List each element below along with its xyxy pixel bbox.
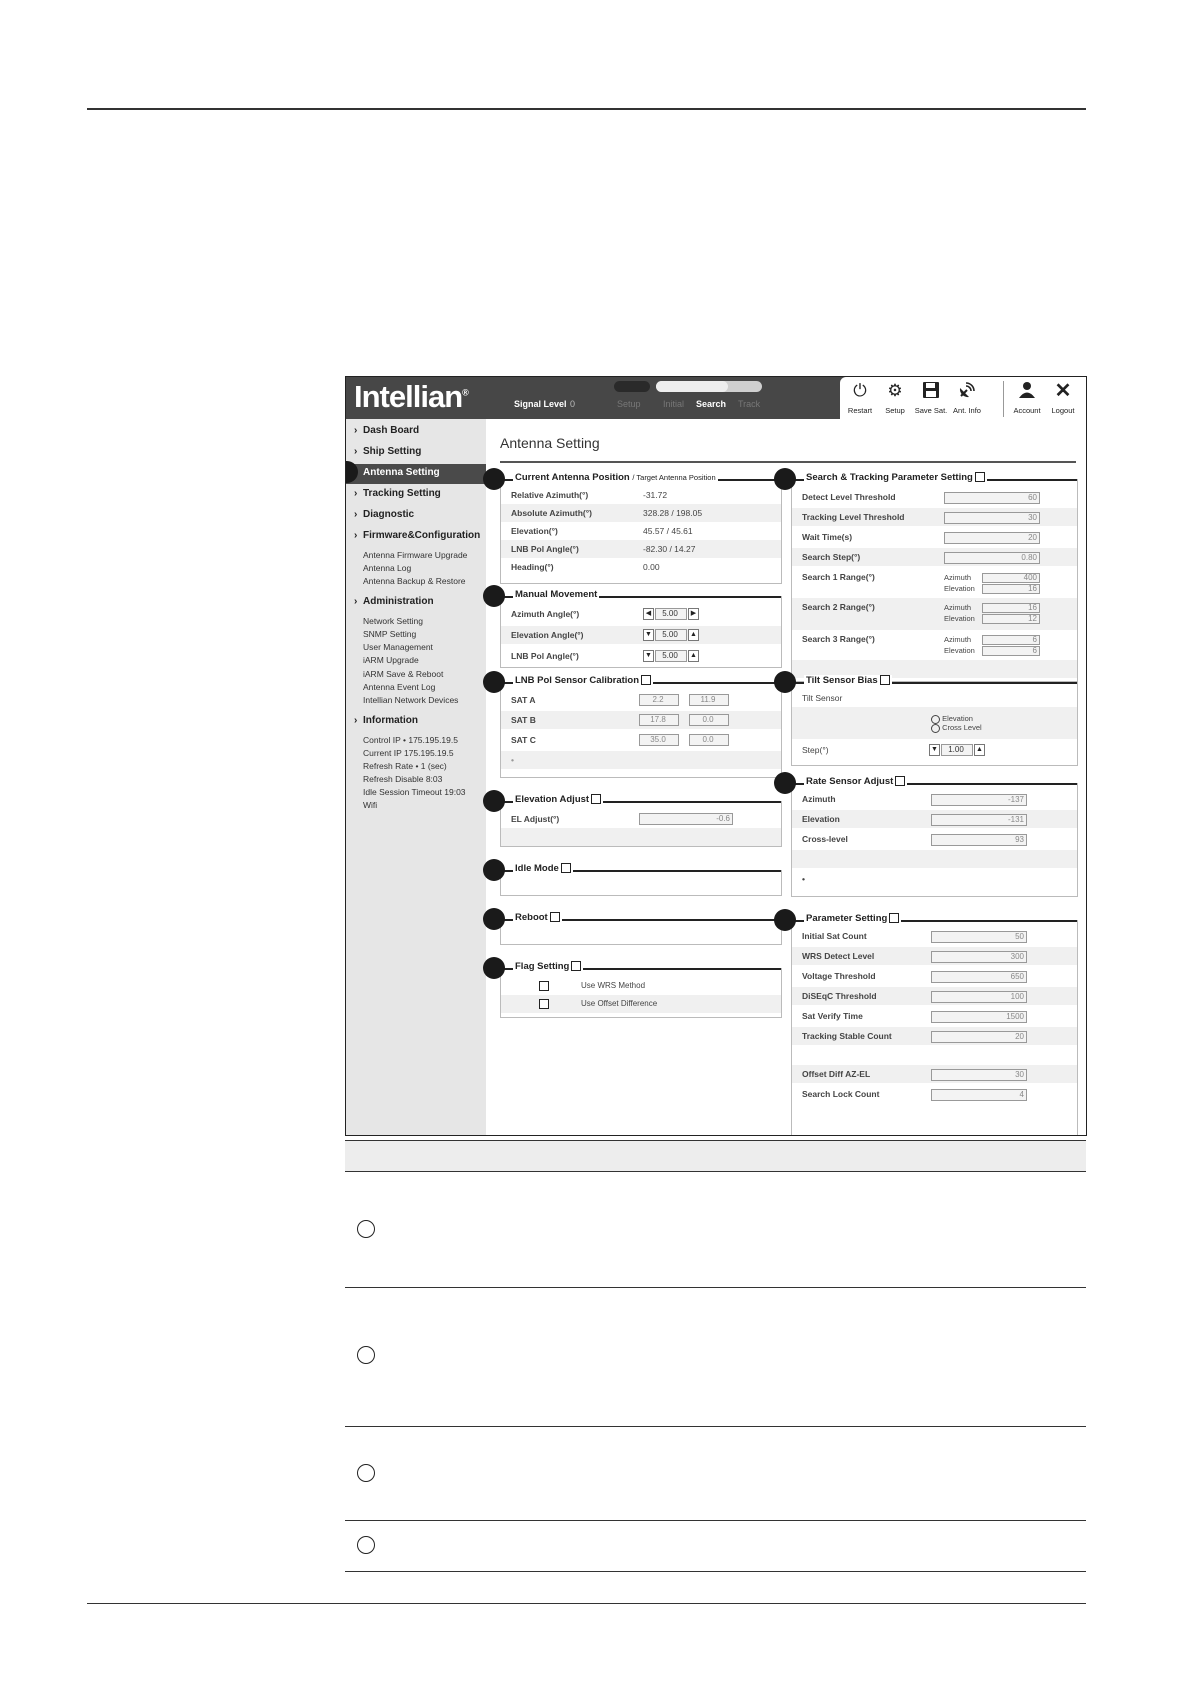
bullet-dot: • bbox=[511, 755, 514, 765]
ant-info-button[interactable]: Ant. Info bbox=[949, 377, 985, 419]
mode-initial: Initial bbox=[663, 399, 685, 409]
table-row bbox=[345, 1427, 1086, 1521]
param-input[interactable]: 100 bbox=[931, 991, 1027, 1003]
info-line: Idle Session Timeout 19:03 bbox=[363, 787, 466, 797]
decrement-button[interactable]: ▼ bbox=[643, 650, 654, 662]
antenna-setting-screenshot bbox=[345, 376, 1087, 1136]
current-position-panel: Current Antenna Position / Target Antenna Position Relative Azimuth(°) -31.72 Absolute Azimuth(°) 328.28 / 198.05 Elevation(°) 45.57 / 45.61 LNB Pol Angle(°) -82.30 / 14.27 Heading(°) 0.00 bbox=[500, 479, 782, 584]
panel-title: LNB Pol Sensor Calibration bbox=[513, 675, 653, 686]
range-azimuth-input[interactable]: 16 bbox=[982, 603, 1040, 613]
callout-marker bbox=[483, 468, 505, 490]
lnb-pol-angle-input[interactable]: 5.00 bbox=[655, 650, 687, 662]
panel-title: Elevation Adjust bbox=[513, 794, 603, 805]
toolbar bbox=[840, 377, 1086, 419]
radio-elevation[interactable]: Elevation bbox=[931, 714, 973, 724]
info-line: Wifi bbox=[363, 800, 378, 810]
sidebar-subitem[interactable]: Antenna Log bbox=[363, 563, 412, 573]
checkbox[interactable] bbox=[880, 675, 890, 685]
info-line: Current IP 175.195.19.5 bbox=[363, 748, 454, 758]
callout-marker bbox=[483, 790, 505, 812]
signal-level-label: Signal Level bbox=[514, 399, 567, 409]
idle-mode-panel bbox=[500, 863, 782, 896]
panel-title: Idle Mode bbox=[513, 863, 573, 874]
param-input[interactable]: 650 bbox=[931, 971, 1027, 983]
calibration-input[interactable]: 0.0 bbox=[689, 714, 729, 726]
panel-title: Rate Sensor Adjust bbox=[804, 776, 907, 787]
page-title: Antenna Setting bbox=[500, 435, 600, 451]
sidebar-item-firmware[interactable]: › Firmware&Configuration bbox=[354, 530, 481, 541]
range-elevation-input[interactable]: 12 bbox=[982, 614, 1040, 624]
table-row bbox=[345, 1288, 1086, 1427]
use-offset-checkbox[interactable] bbox=[539, 999, 549, 1009]
sidebar-subitem[interactable]: User Management bbox=[363, 642, 433, 652]
calibration-input[interactable]: 17.8 bbox=[639, 714, 679, 726]
sidebar-item-antenna-setting[interactable]: Antenna Setting bbox=[363, 467, 440, 478]
rate-elevation-input[interactable]: -131 bbox=[931, 814, 1027, 826]
rate-azimuth-input[interactable]: -137 bbox=[931, 794, 1027, 806]
mode-search: Search bbox=[696, 399, 727, 409]
rate-sensor-panel: Rate Sensor Adjust Azimuth -137 Elevation -131 Cross-level 93 • bbox=[791, 783, 1078, 897]
mode-indicator-setup bbox=[614, 381, 650, 392]
setup-button[interactable]: ⚙ Setup bbox=[885, 381, 905, 415]
checkbox[interactable] bbox=[550, 912, 560, 922]
manual-movement-panel: Manual Movement Azimuth Angle(°) ◀ 5.00 ▶ Elevation Angle(°) ▼ 5.00 ▲ LNB Pol Angle(°) ▼ 5.00 ▲ bbox=[500, 596, 782, 668]
lnb-calibration-panel: LNB Pol Sensor Calibration SAT A 2.2 11.9 SAT B 17.8 0.0 SAT C 35.0 0.0 • bbox=[500, 682, 782, 778]
sidebar-subitem[interactable]: Antenna Event Log bbox=[363, 682, 436, 692]
panel-title: Current Antenna Position / Target Antenna Position bbox=[515, 472, 716, 483]
info-line: Refresh Rate • 1 (sec) bbox=[363, 761, 447, 771]
close-icon: ✕ bbox=[1054, 380, 1072, 402]
tilt-sensor-panel: Tilt Sensor Bias Tilt Sensor Elevation Cross Level Step(°) ▼ 1.00 ▲ bbox=[791, 682, 1078, 766]
account-button[interactable]: Account bbox=[1009, 377, 1045, 419]
title-underline bbox=[500, 461, 1076, 463]
callout-marker bbox=[483, 957, 505, 979]
gear-icon: ⚙ bbox=[887, 381, 903, 400]
sidebar-subitem[interactable]: iARM Upgrade bbox=[363, 655, 419, 665]
callout-marker bbox=[774, 909, 796, 931]
callout-marker bbox=[483, 908, 505, 930]
increment-button[interactable]: ▶ bbox=[688, 608, 699, 620]
increment-button[interactable]: ▲ bbox=[688, 650, 699, 662]
satellite-dish-icon bbox=[957, 381, 977, 401]
sidebar-subitem[interactable]: Intellian Network Devices bbox=[363, 695, 459, 705]
number-circle-icon bbox=[357, 1464, 375, 1482]
floppy-disk-icon bbox=[921, 381, 941, 401]
table-row bbox=[345, 1171, 1086, 1288]
panel-title: Manual Movement bbox=[515, 589, 598, 600]
wait-time-input[interactable]: 20 bbox=[944, 532, 1040, 544]
checkbox[interactable] bbox=[571, 961, 581, 971]
header-bar bbox=[346, 377, 1086, 419]
elevation-adjust-panel: Elevation Adjust EL Adjust(°) -0.6 bbox=[500, 801, 782, 847]
detect-level-input[interactable]: 60 bbox=[944, 492, 1040, 504]
calibration-input[interactable]: 2.2 bbox=[639, 694, 679, 706]
param-input[interactable]: 1500 bbox=[931, 1011, 1027, 1023]
logout-button[interactable]: ✕ Logout bbox=[1051, 380, 1075, 415]
callout-marker bbox=[774, 671, 796, 693]
decrement-button[interactable]: ◀ bbox=[643, 608, 654, 620]
sidebar-subitem[interactable]: SNMP Setting bbox=[363, 629, 417, 639]
sidebar-item-administration[interactable]: › Administration bbox=[354, 596, 434, 607]
calibration-input[interactable]: 11.9 bbox=[689, 694, 729, 706]
bullet-dot: • bbox=[802, 874, 805, 884]
mode-track: Track bbox=[738, 399, 761, 409]
info-line: Control IP • 175.195.19.5 bbox=[363, 735, 458, 745]
toolbar-divider bbox=[1003, 381, 1004, 417]
mode-setup: Setup bbox=[617, 399, 641, 409]
panel-title: Reboot bbox=[513, 912, 562, 923]
checkbox[interactable] bbox=[975, 472, 985, 482]
sidebar-item-dash-board[interactable]: › Dash Board bbox=[354, 425, 420, 436]
info-line: Refresh Disable 8:03 bbox=[363, 774, 443, 784]
param-input[interactable]: 50 bbox=[931, 931, 1027, 943]
panel-title: Tilt Sensor Bias bbox=[804, 675, 892, 686]
panel-title: Search & Tracking Parameter Setting bbox=[804, 472, 987, 483]
search-tracking-panel: Search & Tracking Parameter Setting Detect Level Threshold 60 Tracking Level Threshold 30 Wait Time(s) 20 Search Step(°) 0.80 Search 1 Range(°) Azimuth Elevation 400 16 Search 2 Range(°) Azimuth Elevation 16 12 Search 3 Range(°) Azimuth Elevation 6 6 bbox=[791, 479, 1078, 682]
range-azimuth-input[interactable]: 6 bbox=[982, 635, 1040, 645]
parameter-setting-panel: Parameter Setting Initial Sat Count 50 WRS Detect Level 300 Voltage Threshold 650 DiSEqC Threshold 100 Sat Verify Time 1500 Tracking Stable Count 20 Offset Diff AZ-EL 30 Search Lock Count 4 bbox=[791, 920, 1078, 1136]
sidebar-item-information[interactable]: › Information bbox=[354, 715, 418, 726]
number-circle-icon bbox=[357, 1346, 375, 1364]
param-input[interactable]: 300 bbox=[931, 951, 1027, 963]
range-elevation-input[interactable]: 16 bbox=[982, 584, 1040, 594]
callout-marker bbox=[774, 772, 796, 794]
mode-indicator-search bbox=[656, 381, 728, 392]
save-sat-button[interactable]: Save Sat. bbox=[913, 377, 949, 419]
intellian-logo: Intellian® bbox=[354, 379, 468, 414]
checkbox[interactable] bbox=[641, 675, 651, 685]
param-input[interactable]: 20 bbox=[931, 1031, 1027, 1043]
power-icon: ⏻ bbox=[853, 381, 867, 400]
checkbox[interactable] bbox=[889, 913, 899, 923]
callout-marker bbox=[483, 671, 505, 693]
panel-title: Parameter Setting bbox=[804, 913, 901, 924]
sidebar-item-tracking-setting[interactable]: › Tracking Setting bbox=[354, 488, 441, 499]
sidebar bbox=[346, 419, 486, 1135]
increment-button[interactable]: ▲ bbox=[974, 744, 985, 756]
increment-button[interactable]: ▲ bbox=[688, 629, 699, 641]
tracking-level-input[interactable]: 30 bbox=[944, 512, 1040, 524]
calibration-input[interactable]: 0.0 bbox=[689, 734, 729, 746]
panel-title: Flag Setting bbox=[513, 961, 583, 972]
number-circle-icon bbox=[357, 1536, 375, 1554]
reboot-panel bbox=[500, 912, 782, 945]
use-wrs-checkbox[interactable] bbox=[539, 981, 549, 991]
sidebar-item-ship-setting[interactable]: › Ship Setting bbox=[354, 446, 422, 457]
bottom-rule bbox=[87, 1603, 1086, 1604]
callout-marker bbox=[483, 585, 505, 607]
el-adjust-input[interactable]: -0.6 bbox=[639, 813, 733, 825]
sidebar-item-diagnostic[interactable]: › Diagnostic bbox=[354, 509, 415, 520]
callout-marker bbox=[483, 859, 505, 881]
table-row bbox=[345, 1521, 1086, 1572]
sidebar-subitem[interactable]: Antenna Backup & Restore bbox=[363, 576, 466, 586]
radio-cross-level[interactable]: Cross Level bbox=[931, 723, 982, 733]
checkbox[interactable] bbox=[591, 794, 601, 804]
decrement-button[interactable]: ▼ bbox=[643, 629, 654, 641]
azimuth-angle-input[interactable]: 5.00 bbox=[655, 608, 687, 620]
tilt-step-input[interactable]: 1.00 bbox=[941, 744, 973, 756]
decrement-button[interactable]: ▼ bbox=[929, 744, 940, 756]
checkbox[interactable] bbox=[561, 863, 571, 873]
flag-setting-panel: Flag Setting Use WRS Method Use Offset Difference bbox=[500, 968, 782, 1018]
top-rule bbox=[87, 108, 1086, 110]
table-header bbox=[345, 1140, 1086, 1172]
signal-level-value: 0 bbox=[570, 399, 576, 409]
range-elevation-input[interactable]: 6 bbox=[982, 646, 1040, 656]
callout-marker bbox=[774, 468, 796, 490]
rate-cross-level-input[interactable]: 93 bbox=[931, 834, 1027, 846]
param-input[interactable]: 30 bbox=[931, 1069, 1027, 1081]
sidebar-subitem[interactable]: Antenna Firmware Upgrade bbox=[363, 550, 468, 560]
elevation-angle-input[interactable]: 5.00 bbox=[655, 629, 687, 641]
sidebar-subitem[interactable]: Network Setting bbox=[363, 616, 423, 626]
user-icon bbox=[1017, 381, 1037, 401]
number-circle-icon bbox=[357, 1220, 375, 1238]
search-step-input[interactable]: 0.80 bbox=[944, 552, 1040, 564]
calibration-input[interactable]: 35.0 bbox=[639, 734, 679, 746]
param-input[interactable]: 4 bbox=[931, 1089, 1027, 1101]
range-azimuth-input[interactable]: 400 bbox=[982, 573, 1040, 583]
checkbox[interactable] bbox=[895, 776, 905, 786]
restart-button[interactable]: ⏻ Restart bbox=[847, 381, 873, 415]
sidebar-subitem[interactable]: iARM Save & Reboot bbox=[363, 669, 444, 679]
